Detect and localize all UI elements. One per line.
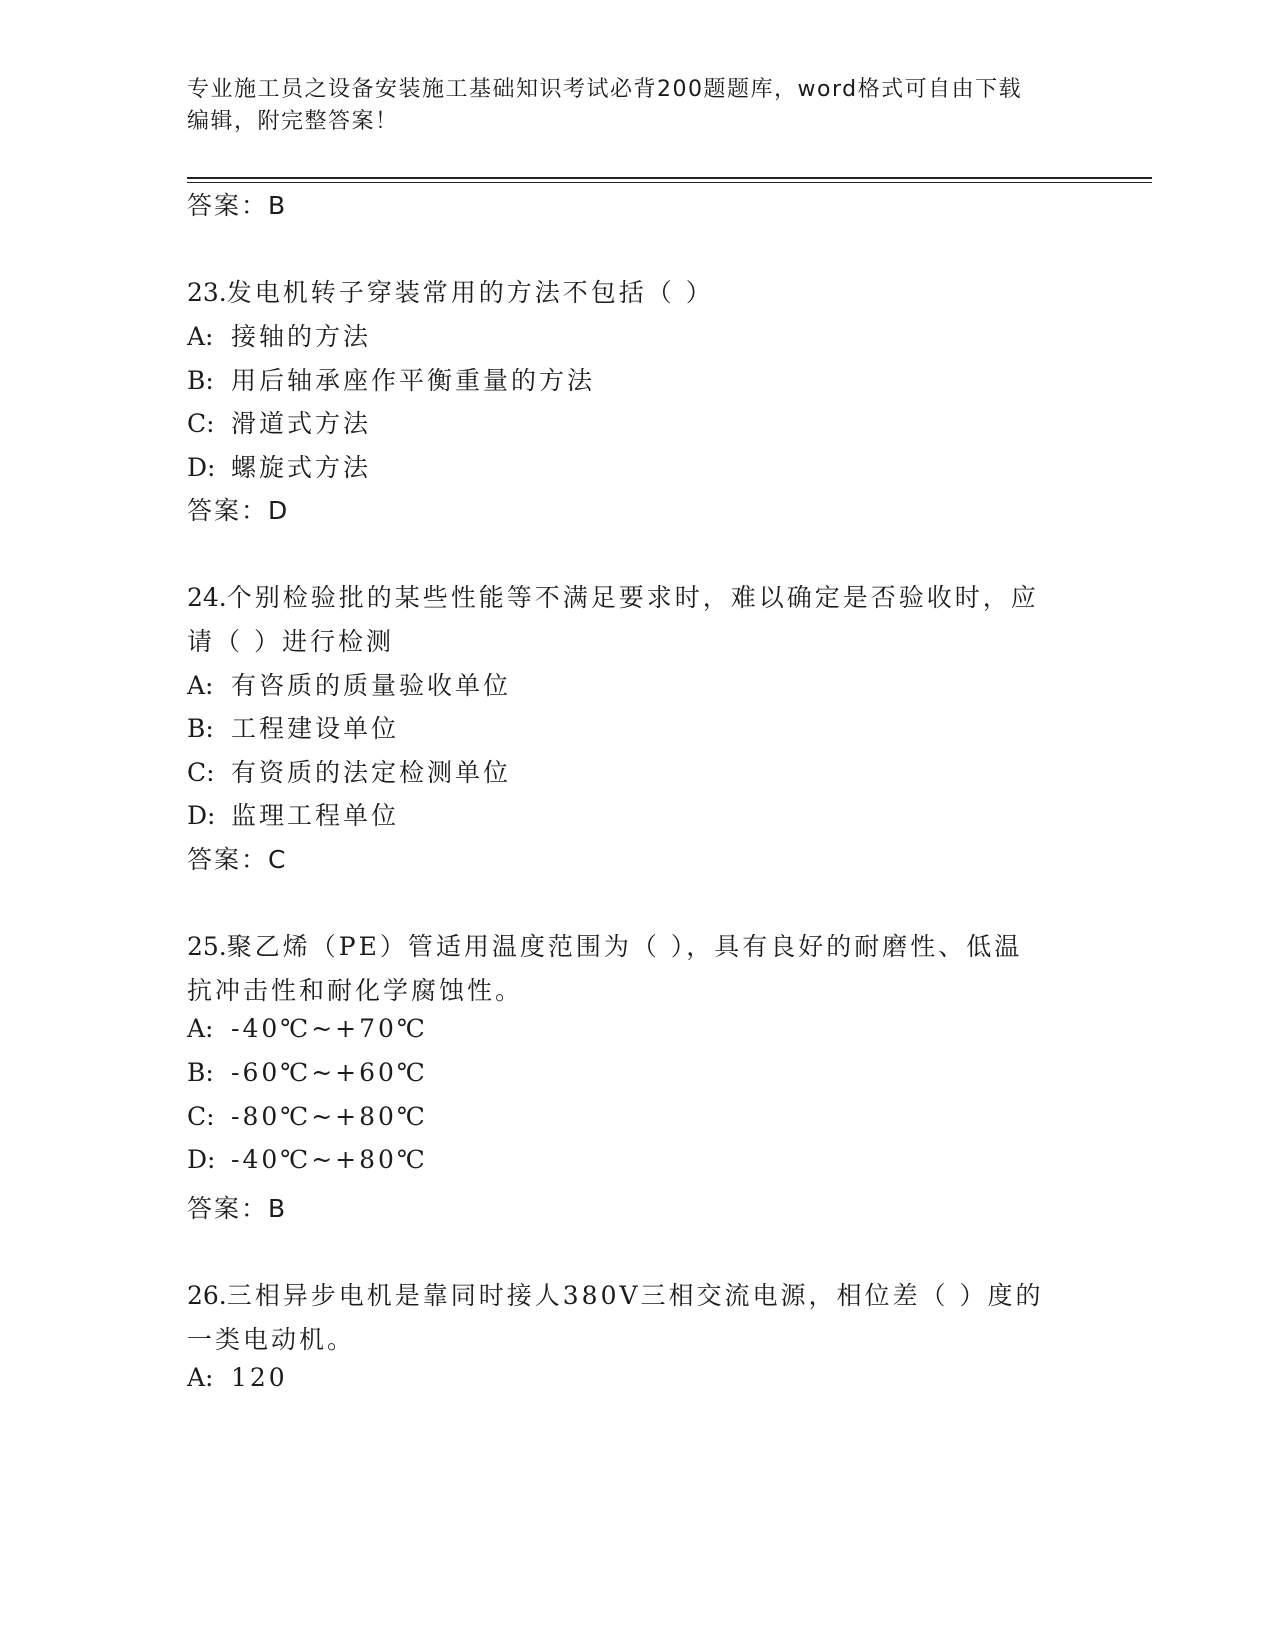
option-label: B: [187, 1058, 214, 1087]
option-label: D: [187, 1145, 216, 1174]
option-23-a [187, 317, 371, 353]
question-23-stem [187, 273, 714, 309]
question-text: 个别检验批的某些性能等不满足要求时，难以确定是否验收时，应 [226, 583, 1039, 612]
option-text: 工程建设单位 [231, 714, 400, 743]
question-text: 发电机转子穿装常用的方法不包括（ ） [226, 278, 714, 307]
question-25-stem [187, 927, 1022, 963]
answer-24: 答案：C [187, 845, 288, 874]
option-label: C: [187, 1102, 215, 1131]
option-text: 接轴的方法 [231, 322, 372, 351]
option-label: D: [187, 801, 216, 830]
question-text: 聚乙烯（PE）管适用温度范围为（ ），具有良好的耐磨性、低温 [226, 932, 1023, 961]
question-number: 26. [187, 1281, 227, 1310]
document-header [187, 74, 1067, 138]
option-25-c [187, 1102, 428, 1131]
option-text: -40℃~+80℃ [231, 1145, 428, 1174]
option-text: 有资质的法定检测单位 [231, 758, 512, 787]
header-line-2: 编辑，附完整答案！ [187, 109, 399, 134]
option-label: A: [187, 1014, 214, 1043]
header-rule-thick [187, 177, 1152, 179]
header-line-1: 专业施工员之设备安装施工基础知识考试必背200题题库，word格式可自由下载 [187, 77, 1023, 102]
option-label: D: [187, 453, 216, 482]
option-23-c [187, 404, 371, 440]
question-number: 24. [187, 583, 227, 612]
question-text: 三相异步电机是靠同时接人380V三相交流电源，相位差（ ）度的 [226, 1281, 1044, 1310]
option-25-b [187, 1058, 428, 1087]
option-label: A: [187, 1363, 214, 1392]
option-label: B: [187, 366, 214, 395]
option-label: C: [187, 758, 215, 787]
question-number: 25. [187, 932, 227, 961]
option-label: A: [187, 671, 214, 700]
option-label: C: [187, 409, 215, 438]
answer-23: 答案：D [187, 496, 290, 525]
option-text: 有咨质的质量验收单位 [231, 671, 512, 700]
option-24-a [187, 666, 511, 702]
option-text: -80℃~+80℃ [231, 1102, 428, 1131]
option-25-d [187, 1145, 428, 1174]
option-label: A: [187, 322, 214, 351]
question-25-stem-cont: 抗冲击性和耐化学腐蚀性。 [187, 976, 524, 1005]
option-26-a [187, 1363, 288, 1392]
option-text: 滑道式方法 [231, 409, 372, 438]
option-24-c [187, 753, 511, 789]
question-24-stem-cont: 请（ ）进行检测 [187, 627, 394, 656]
question-24-stem [187, 578, 1039, 614]
answer-22: 答案：B [187, 191, 288, 220]
option-23-b [187, 361, 595, 397]
option-25-a [187, 1014, 428, 1043]
option-text: 120 [231, 1363, 288, 1392]
question-number: 23. [187, 278, 227, 307]
question-26-stem-cont: 一类电动机。 [187, 1325, 356, 1354]
header-rule-thin [187, 182, 1152, 183]
option-text: -60℃~+60℃ [231, 1058, 428, 1087]
option-23-d [187, 448, 371, 484]
option-24-b [187, 709, 399, 745]
option-text: -40℃~+70℃ [231, 1014, 428, 1043]
option-text: 用后轴承座作平衡重量的方法 [231, 366, 596, 395]
option-text: 螺旋式方法 [231, 453, 372, 482]
answer-25: 答案：B [187, 1194, 288, 1223]
option-text: 监理工程单位 [231, 801, 400, 830]
option-label: B: [187, 714, 214, 743]
question-26-stem [187, 1276, 1044, 1312]
option-24-d [187, 796, 399, 832]
